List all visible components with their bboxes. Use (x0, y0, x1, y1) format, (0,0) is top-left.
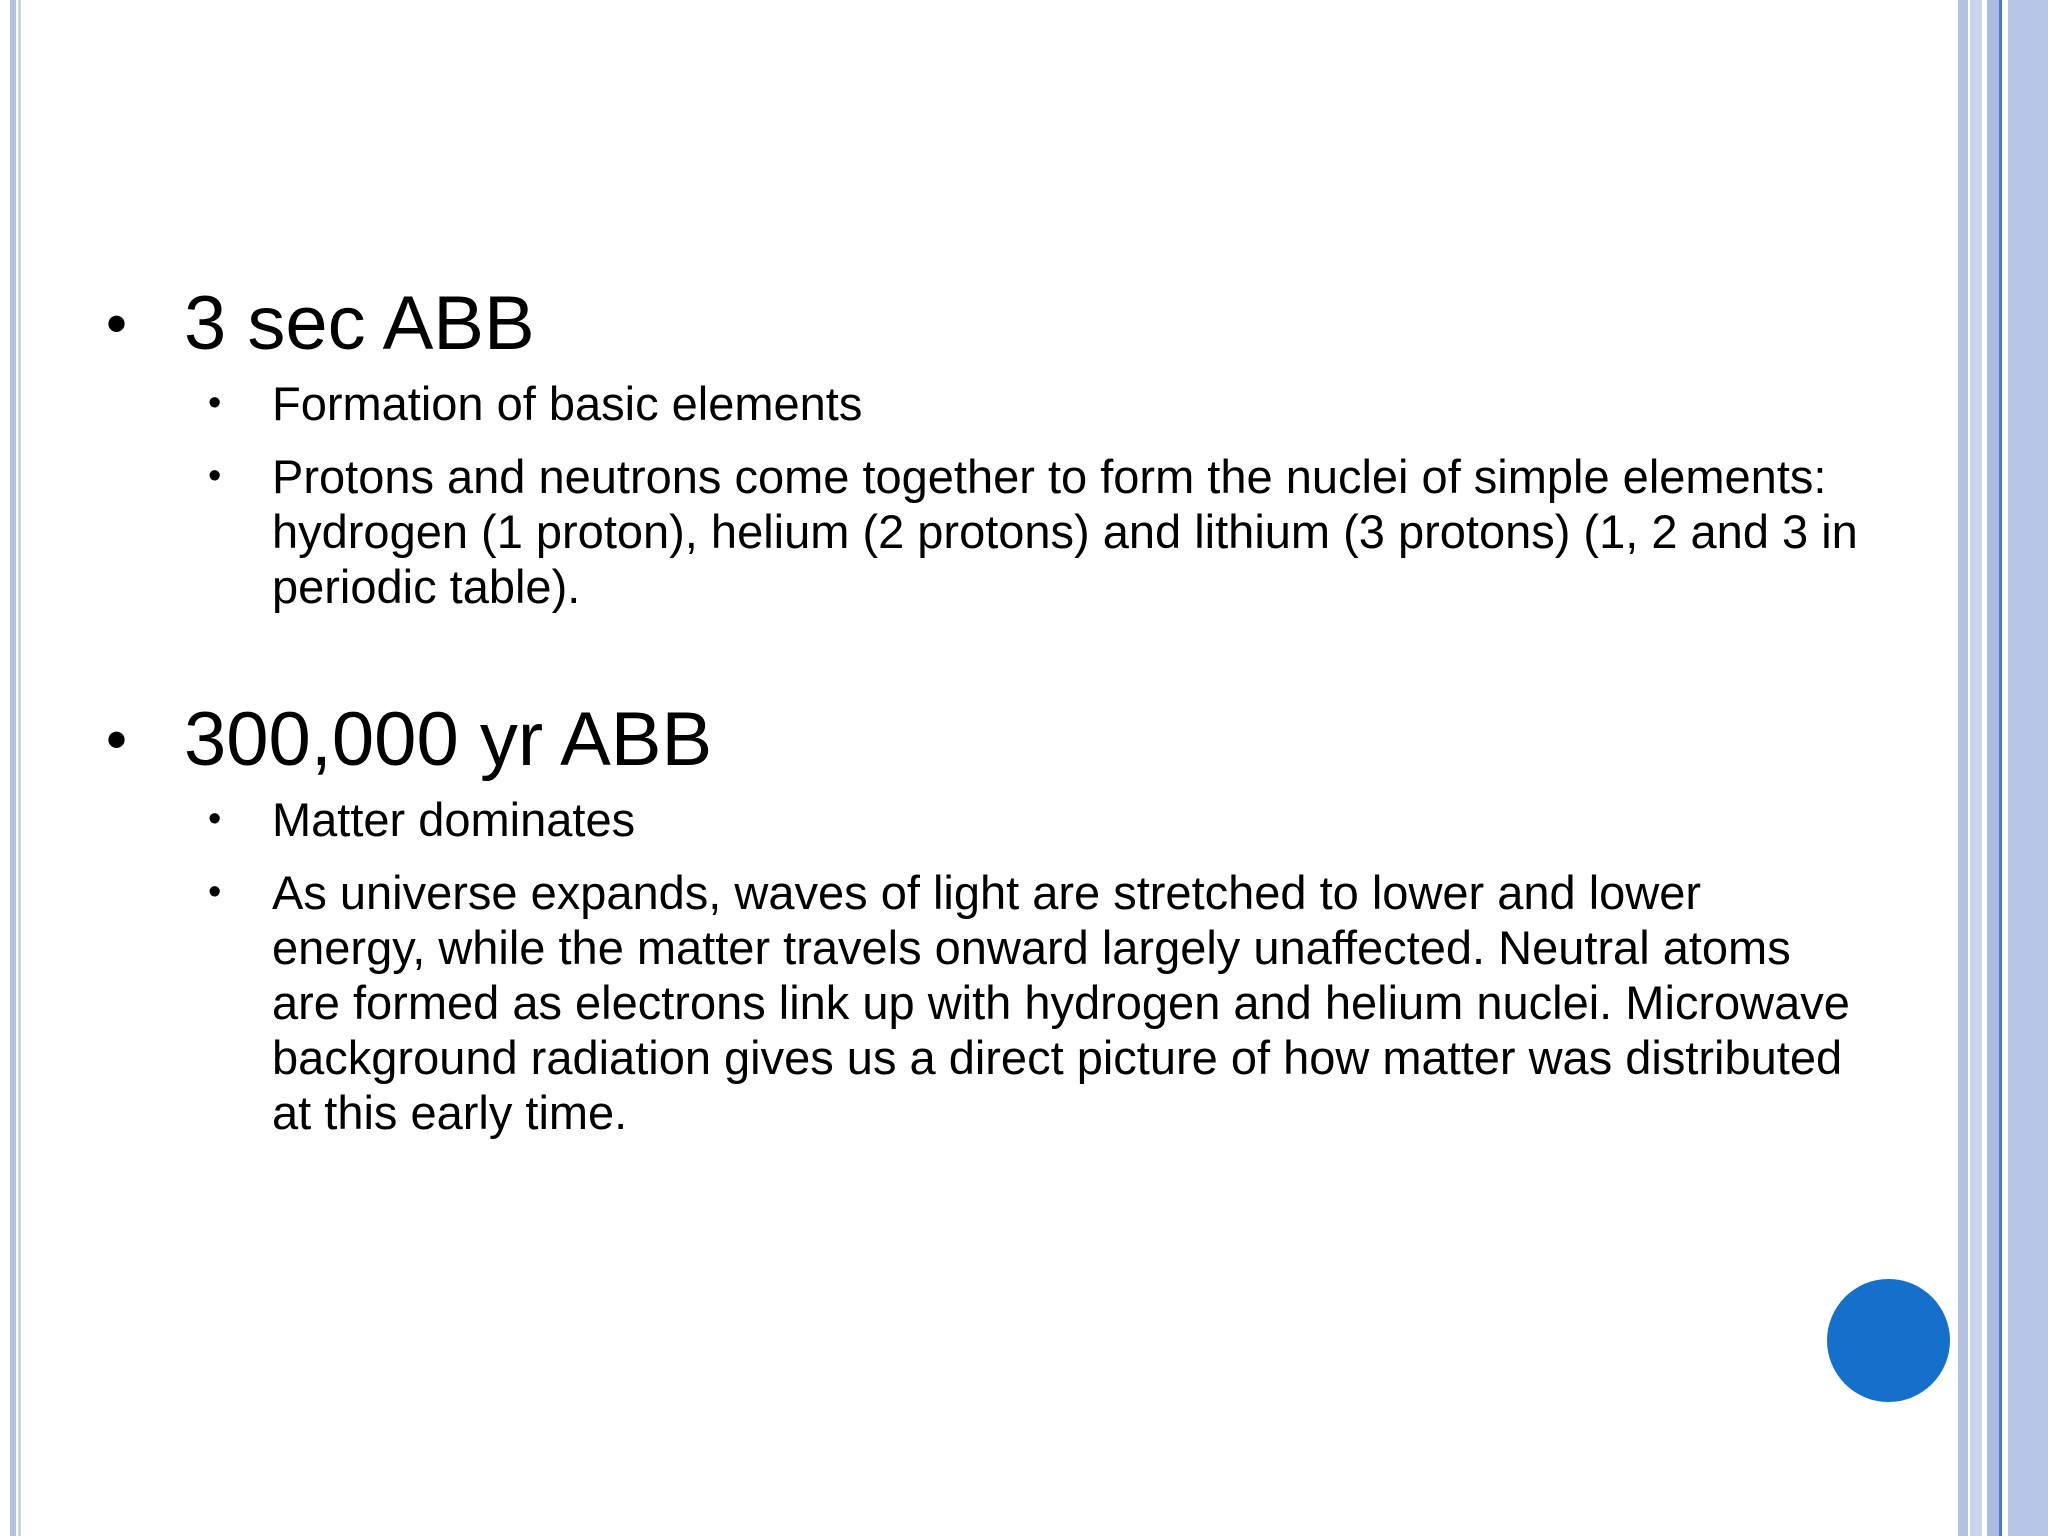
right-border-stripe (1970, 0, 1982, 1536)
bullet-level-1 (100, 696, 1860, 784)
left-border-stripe (10, 0, 16, 1536)
bullet-text: As universe expands, waves of light are stretched to lower and lower energy, while the matter travels onward largely unaffected. Neutral atoms are formed as electrons link up with hydrogen and helium nuclei. Microwave background radiation gives us a direct picture of how matter was distributed at this early time. (272, 866, 1850, 1139)
bullet-level-2 (100, 449, 1860, 614)
section-heading: 300,000 yr ABB (184, 697, 713, 782)
bullet-icon: • (106, 706, 128, 773)
left-border-stripe-inner (18, 0, 21, 1536)
bullet-icon: • (208, 455, 222, 497)
bullet-level-2 (100, 376, 1860, 431)
bullet-text: Protons and neutrons come together to form the nuclei of simple elements: hydrogen (1 proton), helium (2 protons) and lithium (3 protons) (1, 2 and 3 in periodic table). (272, 450, 1858, 613)
bullet-text: Matter dominates (272, 793, 636, 846)
bullet-level-2 (100, 865, 1860, 1140)
bullet-icon: • (208, 798, 222, 840)
bullet-text: Formation of basic elements (272, 377, 863, 430)
right-border-stripe (1987, 0, 1999, 1536)
decorative-circle (1827, 1279, 1950, 1402)
bullet-icon: • (106, 290, 128, 357)
section-heading: 3 sec ABB (184, 281, 535, 366)
slide-body (100, 280, 1860, 1140)
bullet-level-1 (100, 280, 1860, 368)
right-border-stripe (1958, 0, 1968, 1536)
bullet-icon: • (208, 382, 222, 424)
bullet-icon: • (208, 871, 222, 913)
right-border-stripe (2008, 0, 2048, 1536)
bullet-level-2 (100, 792, 1860, 847)
